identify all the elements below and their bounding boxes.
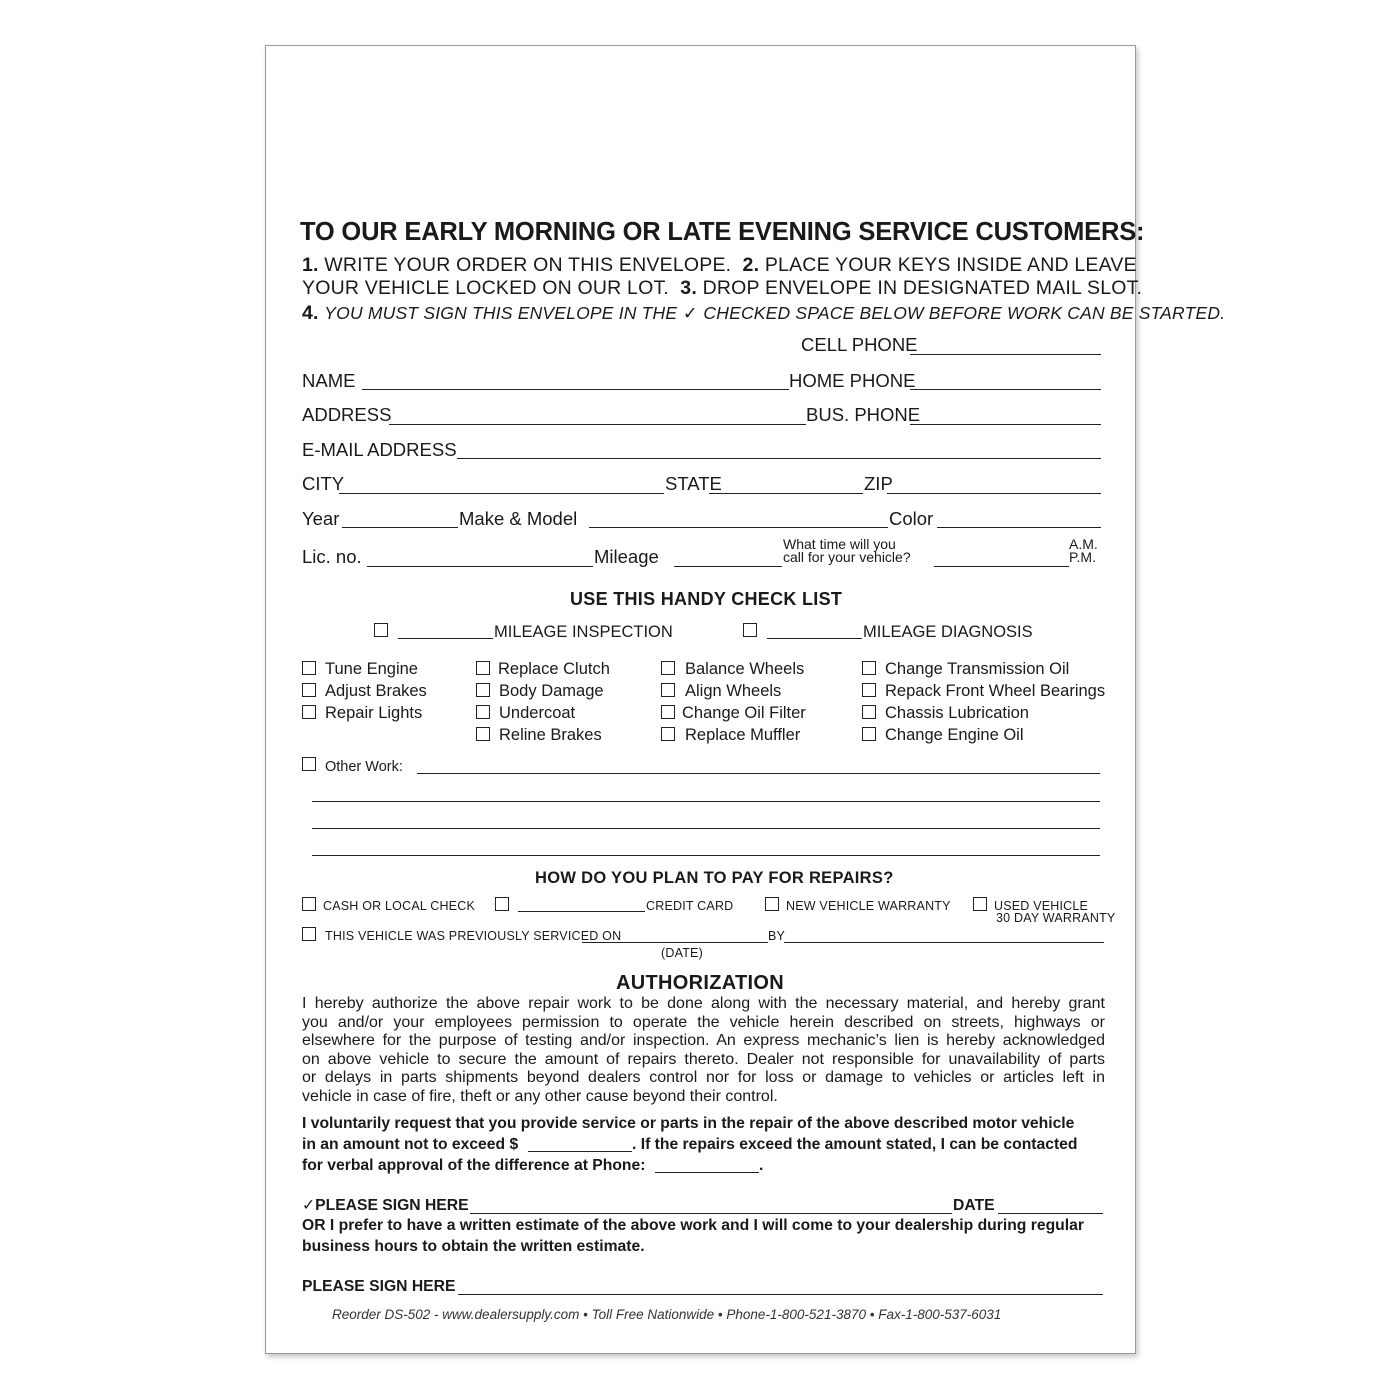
request-line-3a: for verbal approval of the difference at Phone: <box>302 1157 646 1174</box>
lic-no-label: Lic. no. <box>302 546 362 567</box>
approval-phone-field[interactable] <box>655 1172 759 1173</box>
authorization-title: AUTHORIZATION <box>616 972 784 994</box>
request-line-2a: in an amount not to exceed $ <box>302 1136 519 1153</box>
make-model-field[interactable] <box>589 527 888 528</box>
year-label: Year <box>302 508 340 529</box>
instruction-line-1 <box>302 254 1137 277</box>
step-1-text: WRITE YOUR ORDER ON THIS ENVELOPE. <box>324 254 732 276</box>
other-work-line-2[interactable] <box>312 801 1100 802</box>
zip-label: ZIP <box>864 473 893 494</box>
other-work-label: Other Work: <box>325 759 403 775</box>
make-model-label: Make & Model <box>459 508 578 529</box>
other-work-checkbox[interactable] <box>302 757 316 771</box>
step-3-text: DROP ENVELOPE IN DESIGNATED MAIL SLOT. <box>702 277 1143 299</box>
checklist-item: Change Engine Oil <box>885 726 1024 744</box>
checklist-item: Replace Muffler <box>685 726 801 744</box>
body-damage-checkbox[interactable] <box>476 683 490 697</box>
amount-limit-field[interactable] <box>528 1151 632 1152</box>
estimate-line-2: business hours to obtain the written estimate. <box>302 1238 645 1255</box>
new-warranty-checkbox[interactable] <box>765 897 779 911</box>
reline-brakes-checkbox[interactable] <box>476 727 490 741</box>
address-label: ADDRESS <box>302 404 392 425</box>
mileage-inspection-checkbox[interactable] <box>374 623 388 637</box>
balance-wheels-checkbox[interactable] <box>661 661 675 675</box>
step-2-text-cont: YOUR VEHICLE LOCKED ON OUR LOT. <box>302 277 670 299</box>
mileage-diagnosis-miles-field[interactable] <box>767 638 862 639</box>
cell-phone-field[interactable] <box>910 354 1101 355</box>
home-phone-field[interactable] <box>910 389 1101 390</box>
envelope-form <box>265 45 1226 1354</box>
name-label: NAME <box>302 370 356 391</box>
adjust-brakes-checkbox[interactable] <box>302 683 316 697</box>
checklist-item: Adjust Brakes <box>325 682 427 700</box>
checklist-item: Undercoat <box>499 704 576 722</box>
step-2-number: 2. <box>742 254 760 276</box>
tune-engine-checkbox[interactable] <box>302 661 316 675</box>
prev-serviced-by-field[interactable] <box>784 942 1104 943</box>
checklist-item: Body Damage <box>499 682 604 700</box>
state-field[interactable] <box>709 493 863 494</box>
payment-title: HOW DO YOU PLAN TO PAY FOR REPAIRS? <box>535 869 894 887</box>
step-4-number: 4. <box>302 302 319 324</box>
change-oil-filter-checkbox[interactable] <box>661 705 675 719</box>
repack-front-wheel-bearings-checkbox[interactable] <box>862 683 876 697</box>
mileage-field[interactable] <box>674 566 782 567</box>
authorization-line: I hereby authorize the above repair work to be done along with the necessary material, and hereby grant <box>302 995 1105 1012</box>
credit-card-label: CREDIT CARD <box>646 899 734 913</box>
checklist-title: USE THIS HANDY CHECK LIST <box>570 589 843 609</box>
checklist-item: Align Wheels <box>685 682 782 700</box>
home-phone-label: HOME PHONE <box>789 370 916 391</box>
instruction-line-2 <box>302 277 1142 300</box>
sign-date-label: DATE <box>953 1197 995 1214</box>
used-warranty-checkbox[interactable] <box>973 897 987 911</box>
sign-date-field[interactable] <box>998 1213 1103 1214</box>
sign-here-label-2: PLEASE SIGN HERE <box>302 1278 456 1295</box>
city-field[interactable] <box>339 493 664 494</box>
step-4-text-a: YOU MUST SIGN THIS ENVELOPE IN THE <box>324 303 678 323</box>
checklist-item: Change Oil Filter <box>682 704 806 722</box>
align-wheels-checkbox[interactable] <box>661 683 675 697</box>
used-warranty-label-2: 30 DAY WARRANTY <box>996 911 1116 925</box>
call-time-label-1: What time will you <box>783 536 896 552</box>
repair-lights-checkbox[interactable] <box>302 705 316 719</box>
email-label: E-MAIL ADDRESS <box>302 439 457 460</box>
authorization-line: or delays in parts shipments beyond dealers control nor for loss or damage to vehicles or articles left in <box>302 1069 1105 1087</box>
checklist-item: Repair Lights <box>325 704 423 722</box>
checklist-item: Chassis Lubrication <box>885 704 1029 722</box>
checklist-item: Repack Front Wheel Bearings <box>885 682 1106 700</box>
step-2-text: PLACE YOUR KEYS INSIDE AND LEAVE <box>764 254 1137 276</box>
step-4-text-b: CHECKED SPACE BELOW BEFORE WORK CAN BE STARTED. <box>703 303 1226 323</box>
used-warranty-label-1: USED VEHICLE <box>994 899 1089 913</box>
mileage-inspection-miles-field[interactable] <box>398 638 493 639</box>
by-label: BY <box>768 929 786 943</box>
date-hint: (DATE) <box>661 946 703 960</box>
credit-card-type-field[interactable] <box>518 911 645 912</box>
name-field[interactable] <box>362 389 789 390</box>
pm-label: P.M. <box>1069 549 1096 565</box>
checklist-item: Balance Wheels <box>685 660 805 678</box>
other-work-line-3[interactable] <box>312 828 1100 829</box>
color-label: Color <box>889 508 934 529</box>
mileage-inspection-label: MILEAGE INSPECTION <box>494 623 673 641</box>
step-1-number: 1. <box>302 254 319 276</box>
credit-card-checkbox[interactable] <box>495 897 509 911</box>
checklist-item: Replace Clutch <box>498 660 610 678</box>
mileage-diagnosis-checkbox[interactable] <box>743 623 757 637</box>
checklist-item: Reline Brakes <box>499 726 602 744</box>
mileage-label: Mileage <box>594 546 659 567</box>
request-line-3b: . <box>759 1157 764 1174</box>
request-line-1: I voluntarily request that you provide service or parts in the repair of the above described motor vehicle <box>302 1115 1075 1132</box>
email-field[interactable] <box>457 458 1101 459</box>
city-label: CITY <box>302 473 345 494</box>
state-label: STATE <box>665 473 722 494</box>
change-engine-oil-checkbox[interactable] <box>862 727 876 741</box>
sign-here-label-1: ✓PLEASE SIGN HERE <box>302 1197 469 1214</box>
mileage-diagnosis-label: MILEAGE DIAGNOSIS <box>863 623 1033 641</box>
am-label: A.M. <box>1069 536 1098 552</box>
lic-no-field[interactable] <box>367 566 593 567</box>
form-heading: TO OUR EARLY MORNING OR LATE EVENING SERVICE CUSTOMERS: <box>300 218 1145 246</box>
bus-phone-label: BUS. PHONE <box>806 404 921 425</box>
cell-phone-label: CELL PHONE <box>801 334 918 355</box>
other-work-line-1[interactable] <box>417 773 1100 774</box>
step-3-number: 3. <box>680 277 697 299</box>
estimate-line-1: OR I prefer to have a written estimate of the above work and I will come to your dealership during regular <box>302 1217 1084 1234</box>
request-line-2b: . If the repairs exceed the amount stated, I can be contacted <box>632 1136 1078 1153</box>
new-warranty-label: NEW VEHICLE WARRANTY <box>786 899 951 913</box>
call-time-field[interactable] <box>934 566 1069 567</box>
chassis-lubrication-checkbox[interactable] <box>862 705 876 719</box>
authorization-line: vehicle in case of fire, theft or any other cause beyond their control. <box>302 1087 778 1105</box>
color-field[interactable] <box>937 527 1101 528</box>
cash-checkbox[interactable] <box>302 897 316 911</box>
authorization-paragraph <box>302 995 1105 1107</box>
check-mark-icon: ✓ <box>682 303 698 323</box>
other-work-line-4[interactable] <box>312 855 1100 856</box>
replace-muffler-checkbox[interactable] <box>661 727 675 741</box>
authorization-line: on above vehicle to secure the amount of repairs thereto. Dealer not responsible for unavailability of parts <box>302 1050 1105 1068</box>
signature-field-2[interactable] <box>458 1294 1103 1295</box>
address-field[interactable] <box>389 424 806 425</box>
authorization-line: you and/or your employees permission to operate the vehicle herein described on streets, highways or <box>302 1013 1105 1031</box>
reorder-footer: Reorder DS-502 - www.dealersupply.com • Toll Free Nationwide • Phone-1-800-521-3870 • Fax-1-800-537-6031 <box>332 1307 1002 1322</box>
instruction-line-3 <box>302 302 1225 325</box>
prev-serviced-label: THIS VEHICLE WAS PREVIOUSLY SERVICED ON <box>325 929 622 943</box>
authorization-line: elsewhere for the purpose of testing and/or inspection. An express mechanic’s lien is hereby acknowledged <box>302 1032 1105 1050</box>
signature-field-1[interactable] <box>470 1213 952 1214</box>
prev-serviced-checkbox[interactable] <box>302 927 316 941</box>
prev-serviced-date-field[interactable] <box>582 942 768 943</box>
zip-field[interactable] <box>887 493 1101 494</box>
bus-phone-field[interactable] <box>910 424 1101 425</box>
checklist-item: Tune Engine <box>325 660 418 678</box>
change-transmission-oil-checkbox[interactable] <box>862 661 876 675</box>
checklist-item: Change Transmission Oil <box>885 660 1070 678</box>
call-time-label-2: call for your vehicle? <box>783 549 911 565</box>
year-field[interactable] <box>342 527 458 528</box>
cash-label: CASH OR LOCAL CHECK <box>323 899 475 913</box>
replace-clutch-checkbox[interactable] <box>476 661 490 675</box>
undercoat-checkbox[interactable] <box>476 705 490 719</box>
